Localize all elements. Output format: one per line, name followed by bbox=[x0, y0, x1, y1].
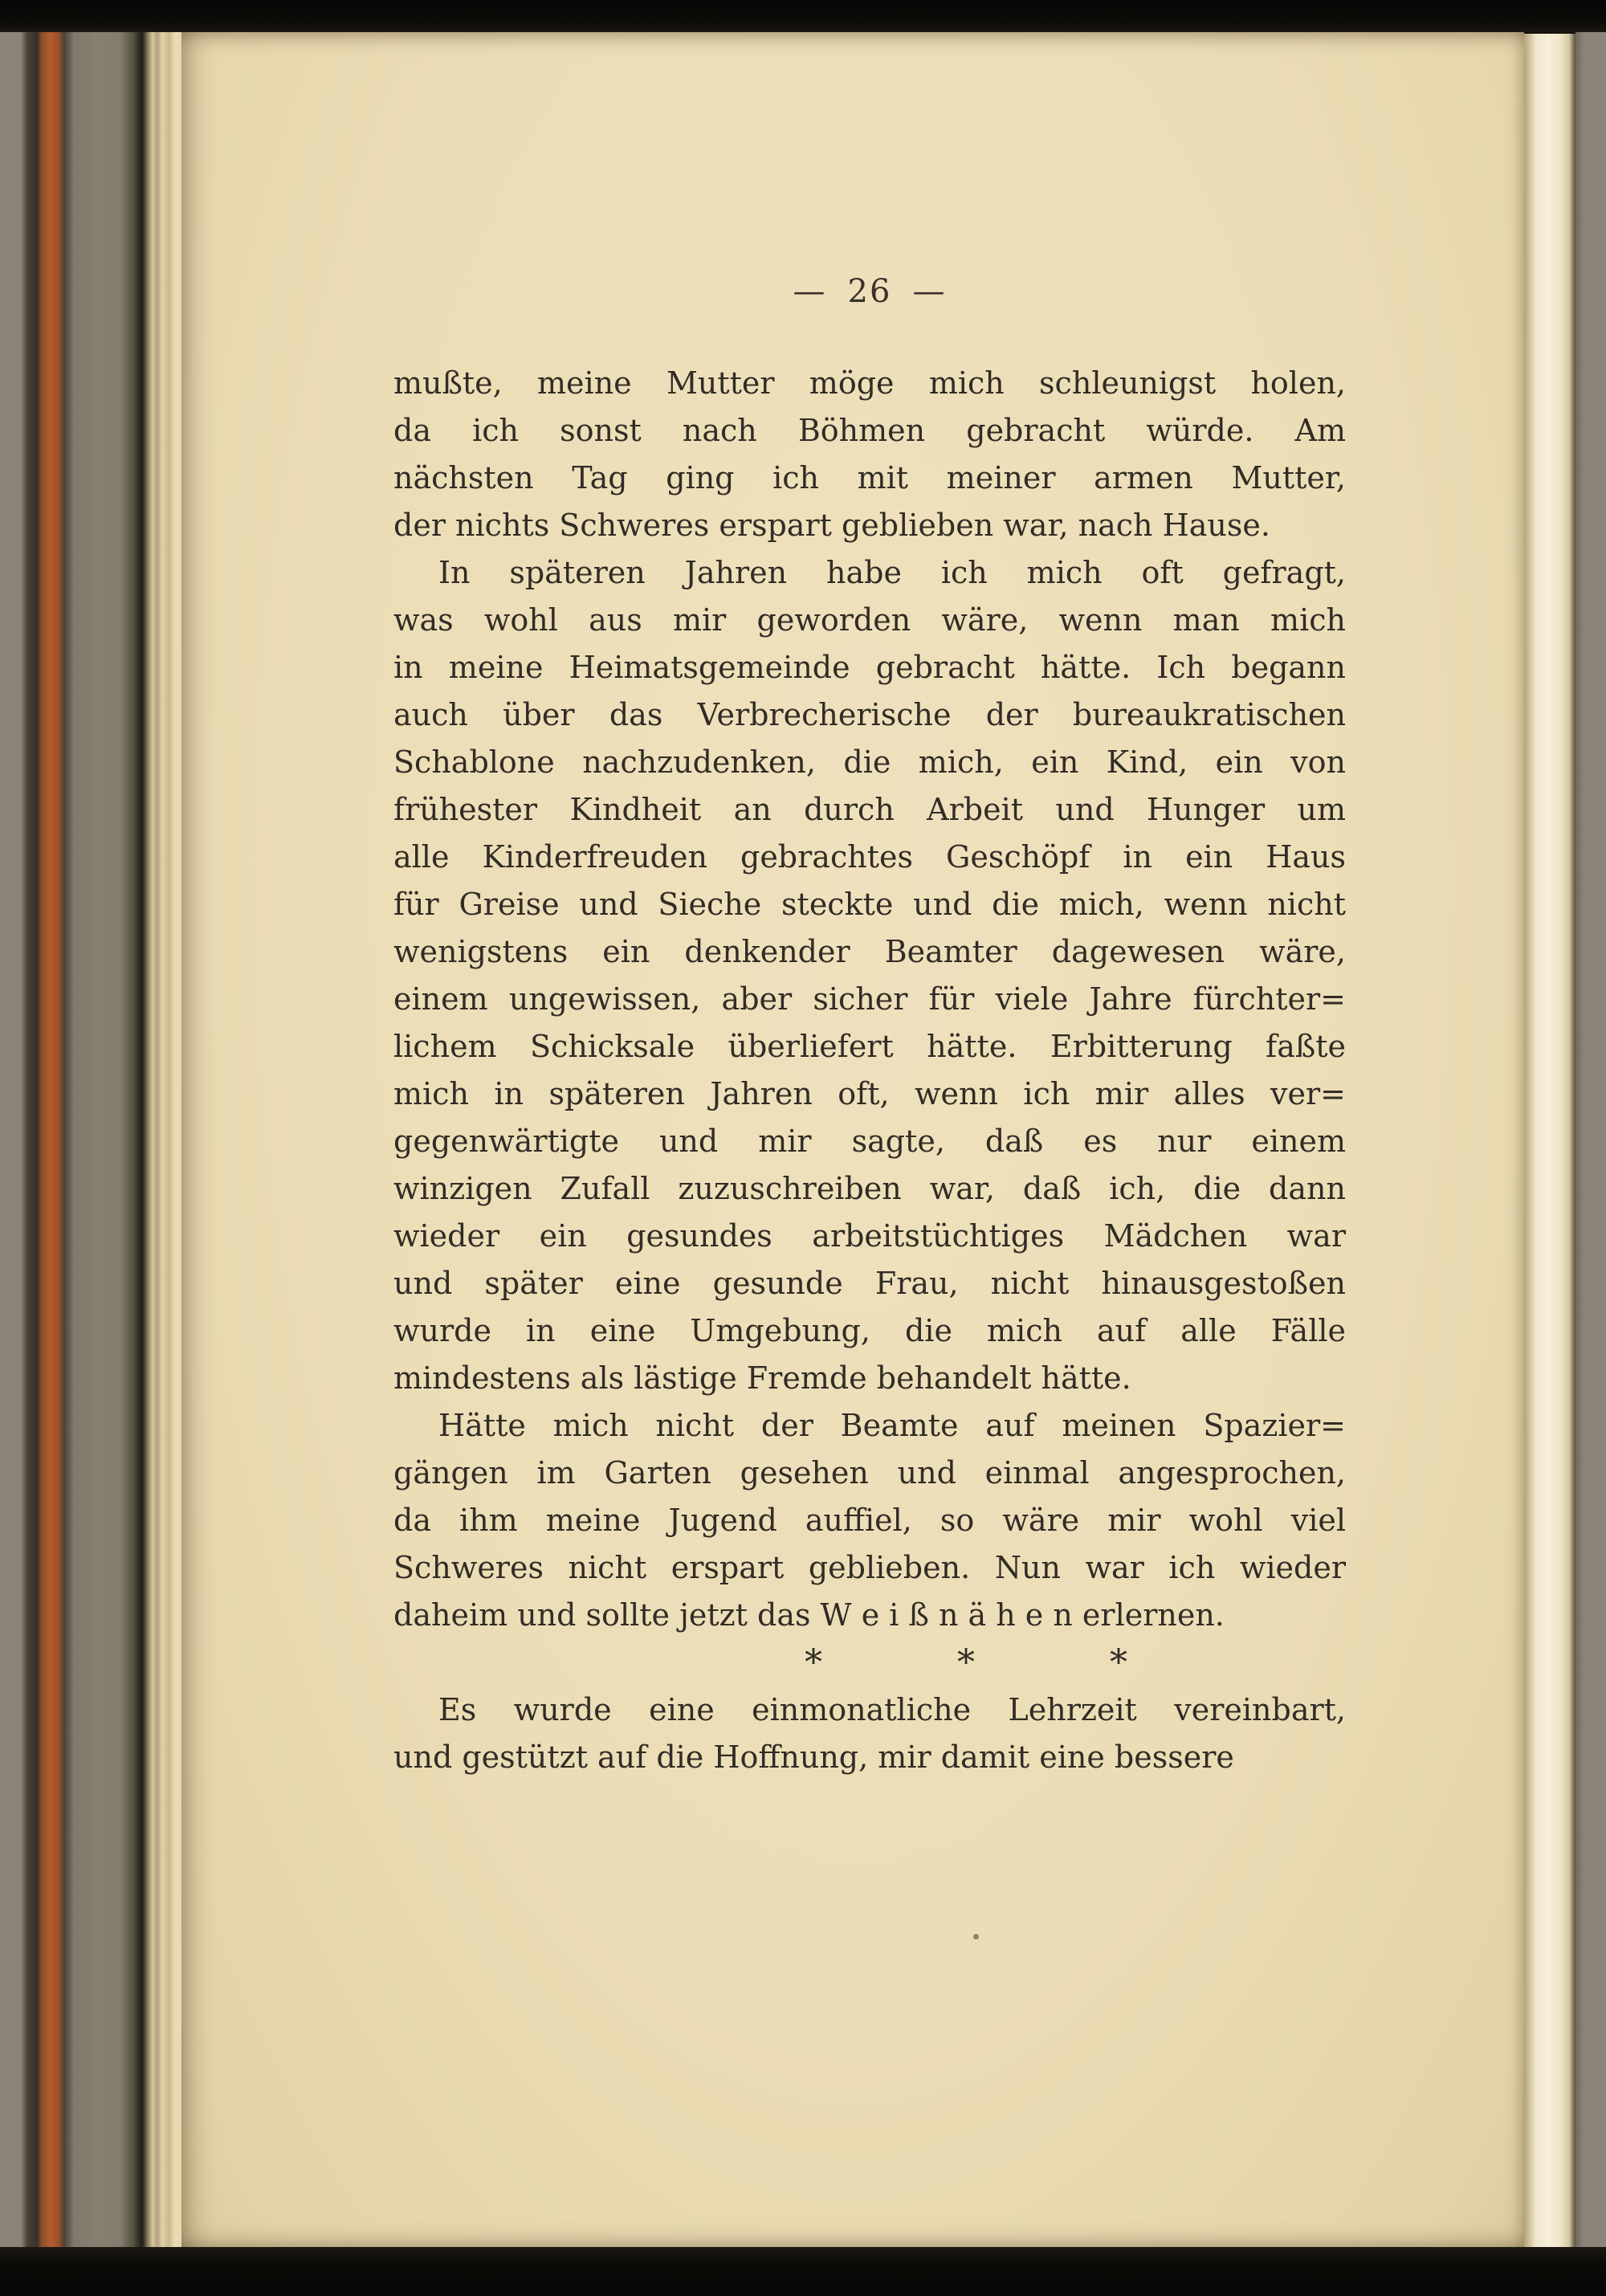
paragraph bbox=[393, 549, 1346, 1402]
text-line: Es wurde eine einmonatliche Lehrzeit vereinbart, bbox=[438, 1692, 1346, 1727]
paragraph bbox=[393, 1402, 1346, 1639]
text-line: Hätte mich nicht der Beamte auf meinen Spazier= bbox=[438, 1408, 1346, 1443]
text-line: daheim und sollte jetzt das W e i ß n ä h e n erlernen. bbox=[393, 1597, 1225, 1633]
text-line: gegenwärtigte und mir sagte, daß es nur einem bbox=[393, 1124, 1346, 1159]
text-line: mindestens als lästige Fremde behandelt hätte. bbox=[393, 1360, 1131, 1396]
next-page-edge bbox=[1524, 34, 1575, 2251]
text-line: in meine Heimatsgemeinde gebracht hätte. Ich begann bbox=[393, 650, 1346, 685]
text-line: Schweres nicht erspart geblieben. Nun war ich wieder bbox=[393, 1550, 1346, 1585]
page-number bbox=[393, 273, 1346, 310]
text-line: einem ungewissen, aber sicher für viele Jahre fürchter= bbox=[393, 981, 1346, 1017]
text-line: und gestützt auf die Hoffnung, mir damit eine bessere bbox=[393, 1739, 1234, 1775]
page-number-dash-left: — bbox=[793, 273, 827, 310]
paper-speck bbox=[973, 1934, 979, 1939]
asterisk: * bbox=[1110, 1642, 1127, 1683]
scan-background-top bbox=[0, 0, 1606, 32]
page-number-dash-right: — bbox=[912, 273, 947, 310]
paragraph bbox=[393, 1686, 1346, 1781]
text-line: und später eine gesunde Frau, nicht hinausgestoßen bbox=[393, 1266, 1346, 1301]
text-line: wenigstens ein denkender Beamter dagewesen wäre, bbox=[393, 934, 1346, 969]
text-line: mich in späteren Jahren oft, wenn ich mir alles ver= bbox=[393, 1076, 1346, 1111]
text-line: In späteren Jahren habe ich mich oft gefragt, bbox=[438, 555, 1346, 590]
section-separator bbox=[490, 1639, 1442, 1686]
text-line: da ihm meine Jugend auffiel, so wäre mir wohl viel bbox=[393, 1503, 1346, 1538]
text-line: Schablone nachzudenken, die mich, ein Kind, ein von bbox=[393, 744, 1346, 780]
text-line: da ich sonst nach Böhmen gebracht würde. Am bbox=[393, 413, 1346, 448]
book-page bbox=[181, 32, 1524, 2249]
asterisk: * bbox=[957, 1642, 975, 1683]
text-line: was wohl aus mir geworden wäre, wenn man mich bbox=[393, 602, 1346, 638]
text-line: mußte, meine Mutter möge mich schleunigst holen, bbox=[393, 365, 1346, 401]
text-line: nächsten Tag ging ich mit meiner armen Mutter, bbox=[393, 460, 1346, 495]
text-line: wieder ein gesundes arbeitstüchtiges Mädchen war bbox=[393, 1218, 1346, 1254]
asterisk: * bbox=[805, 1642, 822, 1683]
text-line: für Greise und Sieche steckte und die mich, wenn nicht bbox=[393, 887, 1346, 922]
text-line: auch über das Verbrecherische der bureaukratischen bbox=[393, 697, 1346, 732]
book-cover-left-cloth bbox=[0, 29, 181, 2249]
scan-background-bottom bbox=[0, 2247, 1606, 2296]
text-line: winzigen Zufall zuzuschreiben war, daß ich, die dann bbox=[393, 1171, 1346, 1206]
body-text bbox=[393, 360, 1346, 1781]
text-line: gängen im Garten gesehen und einmal angesprochen, bbox=[393, 1455, 1346, 1491]
text-line: alle Kinderfreuden gebrachtes Geschöpf in ein Haus bbox=[393, 839, 1346, 875]
book-cover-right-cloth bbox=[1575, 29, 1606, 2249]
text-line: frühester Kindheit an durch Arbeit und Hunger um bbox=[393, 792, 1346, 827]
text-line: lichem Schicksale überliefert hätte. Erbitterung faßte bbox=[393, 1029, 1346, 1064]
page-number-value: 26 bbox=[847, 273, 892, 310]
text-line: wurde in eine Umgebung, die mich auf alle Fälle bbox=[393, 1313, 1346, 1348]
text-line: der nichts Schweres erspart geblieben war, nach Hause. bbox=[393, 508, 1270, 543]
paragraph bbox=[393, 360, 1346, 549]
